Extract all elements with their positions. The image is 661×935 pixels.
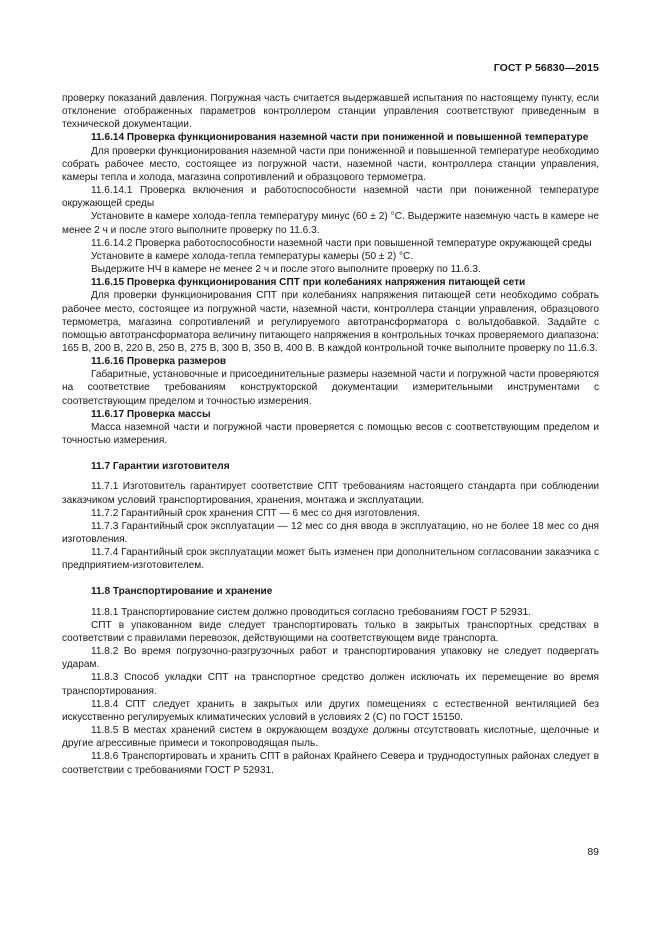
paragraph: 11.7.4 Гарантийный срок эксплуатации может быть изменен при дополнительном согласовании заказчика с предприятием-изготовителем. <box>62 547 599 572</box>
paragraph: СПТ в упакованном виде следует транспортировать только в закрытых транспортных средствах в соответствии с правилами перевозок, действующими на соответствующем виде транспорта. <box>62 619 599 644</box>
section-heading-11-6-16: 11.6.16 Проверка размеров <box>91 356 227 368</box>
paragraph: 11.8.5 В местах хранений систем в окружающем воздухе должны отсутствовать кислотные, щелочные и другие агрессивные примеси и токопроводящая пыль. <box>62 725 599 750</box>
section-heading-11-6-17: 11.6.17 Проверка массы <box>91 408 211 420</box>
paragraph: 11.8.6 Транспортировать и хранить СПТ в районах Крайнего Севера и труднодоступных районах следует в соответствии с требованиями ГОСТ Р 52931. <box>62 751 599 776</box>
paragraph: Установите в камере холода-тепла температуру минус (60 ± 2) °С. Выдержите наземную часть в камере не менее 2 ч и после этого выполните проверку по 11.6.3. <box>62 211 599 236</box>
subsection-heading-11-6-14-2: 11.6.14.2 Проверка работоспособности наземной части при повышенной температуре окружающей среды <box>91 237 592 249</box>
paragraph: 11.8.2 Во время погрузочно-разгрузочных работ и транспортирования упаковку не следует подвергать ударам. <box>62 646 599 671</box>
paragraph: Масса наземной части и погружной части проверяется с помощью весов с соответствующим пределом и точностью измерения. <box>62 421 599 447</box>
paragraph: 11.8.4 СПТ следует хранить в закрытых или других помещениях с естественной вентиляцией без искусственно регулируемых климатических условий в условиях 2 (С) по ГОСТ 15150. <box>62 698 599 723</box>
paragraph: Установите в камере холода-тепла температуры камеры (50 ± 2) °С. <box>91 250 414 262</box>
section-heading-11-6-14: 11.6.14 Проверка функционирования наземной части при пониженной и повышенной температуре <box>91 132 589 144</box>
paragraph: Габаритные, установочные и присоединительные размеры наземной части и погружной части проверяются на соответствие требованиям конструкторской документации измерительными инструментами с соответствующим пределом и точностью измерения. <box>62 369 599 407</box>
section-heading-11-7: 11.7 Гарантии изготовителя <box>91 461 230 473</box>
section-heading-11-8: 11.8 Транспортирование и хранение <box>91 586 273 598</box>
paragraph: 11.8.3 Способ укладки СПТ на транспортное средство должен исключать их перемещение во время транспортирования. <box>62 672 599 697</box>
subsection-heading-11-6-14-1: 11.6.14.1 Проверка включения и работоспособности наземной части при пониженной температуре окружающей среды <box>62 185 599 210</box>
paragraph: 11.7.3 Гарантийный срок эксплуатации — 12 мес со дня ввода в эксплуатацию, но не более 18 мес со дня изготовления. <box>62 520 599 545</box>
paragraph: 11.7.2 Гарантийный срок хранения СПТ — 6 мес со дня изготовления. <box>91 507 420 519</box>
page-number: 89 <box>587 846 599 858</box>
paragraph: Для проверки функционирования наземной части при пониженной и повышенной температуре необходимо собрать рабочее место, состоящее из погружной части, наземной части, контроллера станции управления, камеры тепла и холода, магазина сопротивлений и образцового термометра. <box>62 145 599 183</box>
document-body <box>62 92 599 777</box>
paragraph: Выдержите НЧ в камере не менее 2 ч и после этого выполните проверку по 11.6.3. <box>91 264 481 276</box>
paragraph: Для проверки функционирования СПТ при колебаниях напряжения питающей сети необходимо собрать рабочее место, состоящее из погружной части, наземной части, контроллера станции управления, образцового термометра, магазина сопротивлений и регулируемого автотрансформатора с вольтдобавкой. Задайте с помощью автотрансформатора величину питающего напряжения в контрольных точках проверяемого диапазона: 165 В, 200 В, 220 В, 250 В, 275 В, 300 В, 350 В, 400 В. В каждой контрольной точке выполните проверку по 11.6.3. <box>62 290 599 354</box>
section-heading-11-6-15: 11.6.15 Проверка функционирования СПТ при колебаниях напряжения питающей сети <box>91 277 526 289</box>
paragraph: 11.8.1 Транспортирование систем должно проводиться согласно требованиям ГОСТ Р 52931. <box>91 606 531 618</box>
paragraph: 11.7.1 Изготовитель гарантирует соответствие СПТ требованиям настоящего стандарта при соблюдении заказчиком условий транспортирования, хранения, монтажа и эксплуатации. <box>62 481 599 506</box>
document-header: ГОСТ Р 56830—2015 <box>493 62 599 74</box>
paragraph: проверку показаний давления. Погружная часть считается выдержавшей испытания по настоящему пункту, если отклонение отображенных параметров контроллером станции управления соответствуют приведенным в технической документации. <box>62 93 599 131</box>
